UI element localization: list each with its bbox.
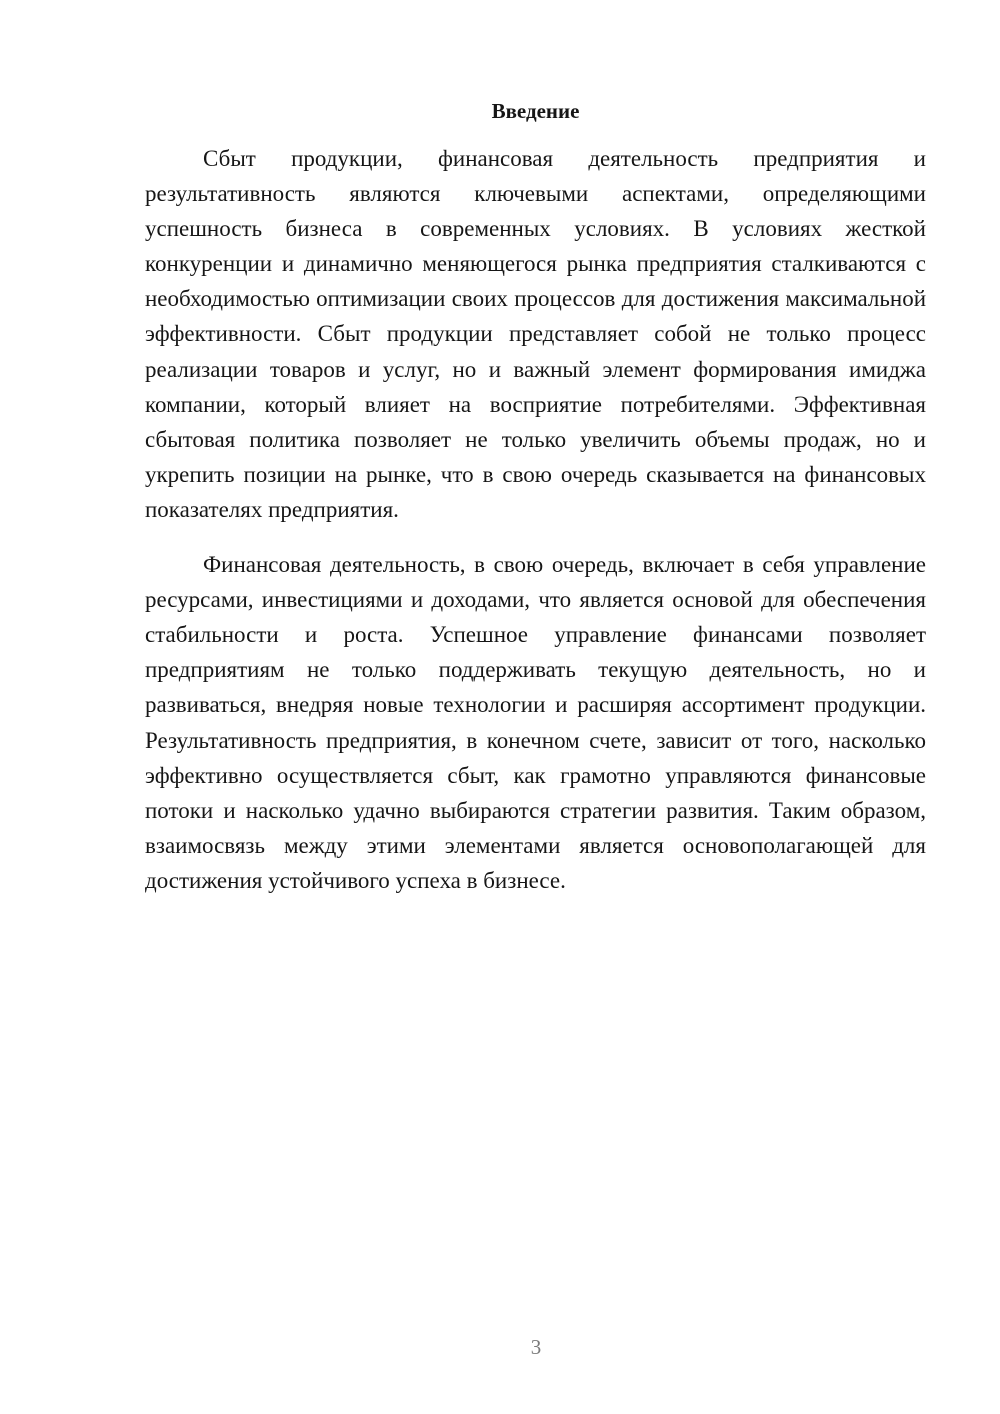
paragraph-1: Сбыт продукции, финансовая деятельность предприятия и результативность являются ключевыми аспектами, определяющими успешность бизнеса в современных условиях. В условиях жесткой конкуренции и динамично меняющегося рынка предприятия сталкиваются с необходимостью оптимизации своих процессов для достижения максимальной эффективности. Сбыт продукции представляет собой не только процесс реализации товаров и услуг, но и важный элемент формирования имиджа компании, который влияет на восприятие потребителями. Эффективная сбытовая политика позволяет не только увеличить объемы продаж, но и укрепить позиции на рынке, что в свою очередь сказывается на финансовых показателях предприятия. bbox=[145, 146, 926, 522]
section-title: Введение bbox=[491, 99, 580, 123]
page-number: 3 bbox=[530, 1335, 542, 1359]
paragraph-2: Финансовая деятельность, в свою очередь, включает в себя управление ресурсами, инвестициями и доходами, что является основой для обеспечения стабильности и роста. Успешное управление финансами позволяет предприятиям не только поддерживать текущую деятельность, но и развиваться, внедряя новые технологии и расширяя ассортимент продукции. Результативность предприятия, в конечном счете, зависит от того, насколько эффективно осуществляется сбыт, как грамотно управляются финансовые потоки и насколько удачно выбираются стратегии развития. Таким образом, взаимосвязь между этими элементами является основополагающей для достижения устойчивого успеха в бизнесе. bbox=[145, 552, 926, 893]
body-text bbox=[145, 141, 926, 898]
